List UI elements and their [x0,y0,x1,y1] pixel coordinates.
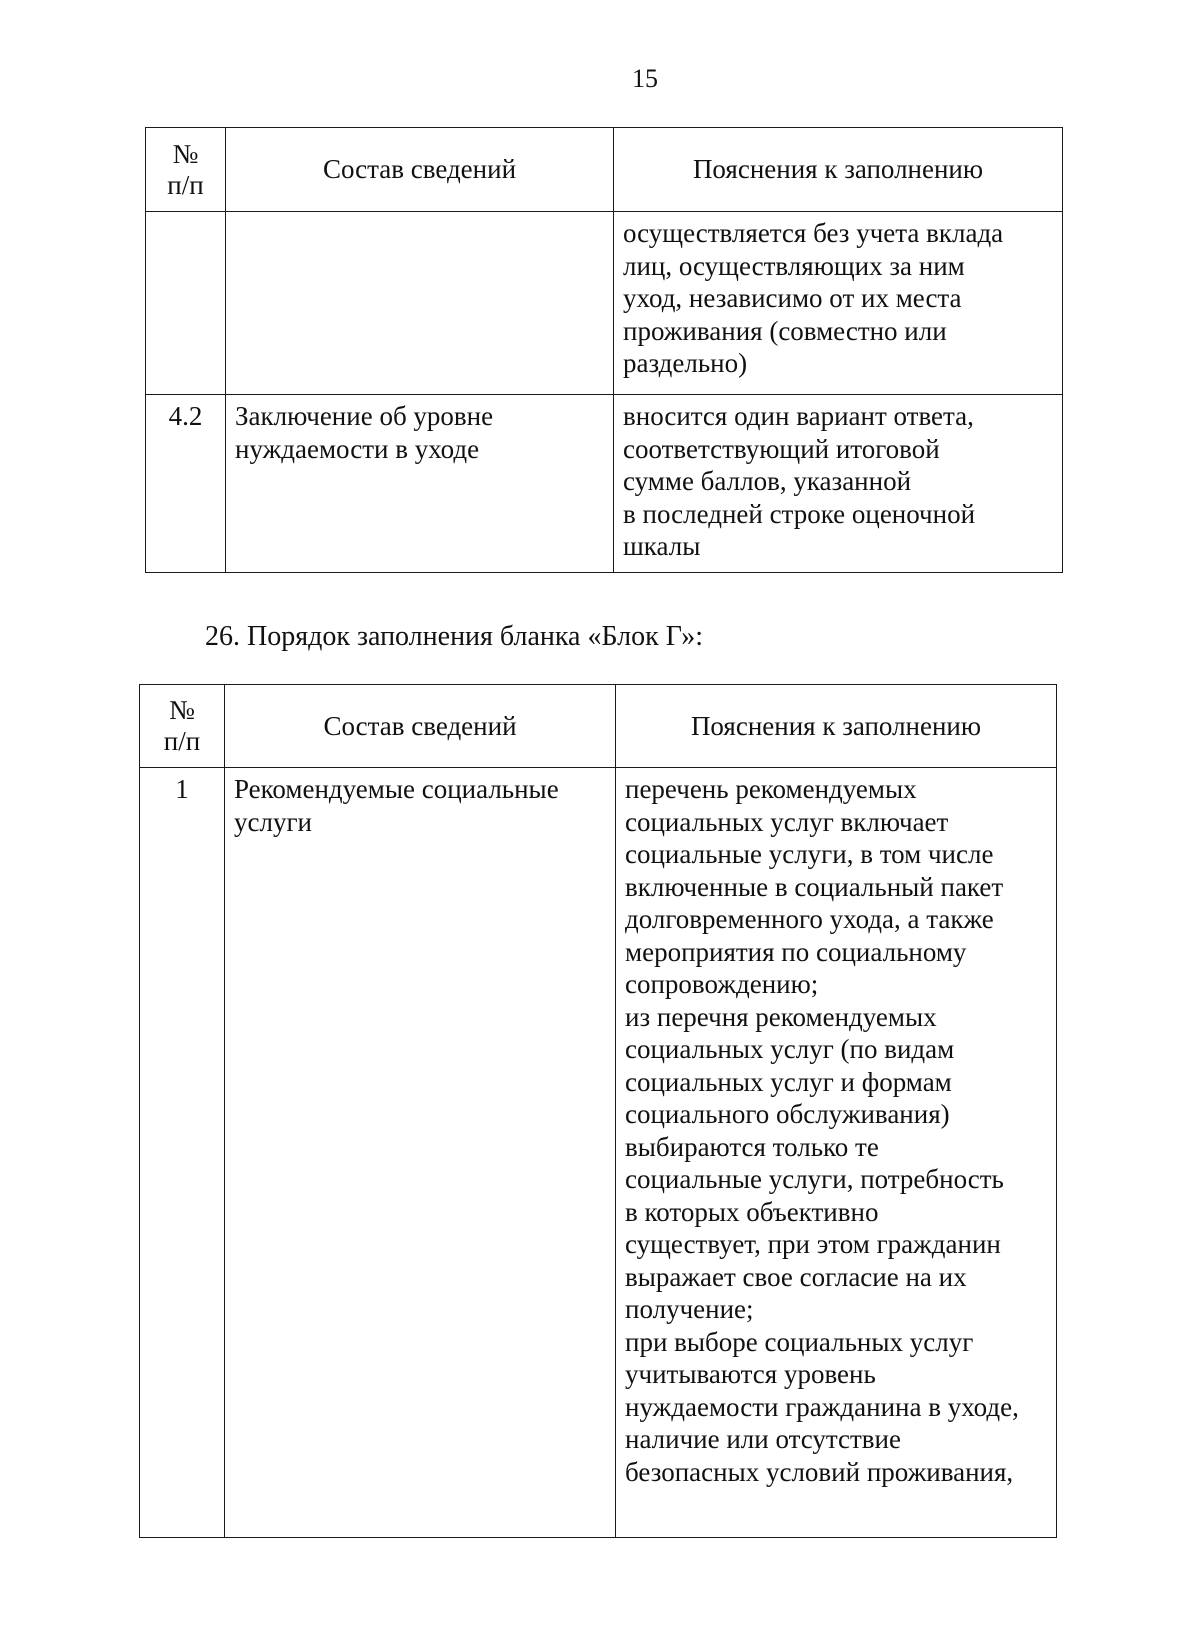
row-num [146,212,226,395]
page-number: 15 [632,64,658,93]
header-num-symbol: № [169,695,195,725]
table-header-row [140,685,1057,768]
row-num-text: 4.2 [168,401,203,431]
row-explanation-text: осуществляется без учета вклада лиц, осуществляющих за ним уход, независимо от их места проживания (совместно или раздельно) [623,218,1004,378]
row-content-text: Рекомендуемые социальные услуги [234,774,559,837]
header-content: Состав сведений [225,685,616,768]
row-content-text: Заключение об уровне нуждаемости в уходе [235,401,494,464]
row-content [226,212,614,395]
table-row [146,212,1063,395]
row-content [225,768,616,1538]
table-row [146,395,1063,573]
table-block-g [139,684,1057,1538]
row-num [146,395,226,573]
row-explanation-text: вносится один вариант ответа, соответствующий итоговой сумме баллов, указанной в последней строке оценочной шкалы [623,401,976,561]
row-num-text: 1 [175,774,189,804]
header-num [140,685,225,768]
row-explanation [614,395,1063,573]
table-continued [145,127,1063,573]
header-explanation: Пояснения к заполнению [616,685,1057,768]
row-content-text [227,213,612,221]
row-num [140,768,225,1538]
header-num-label: п/п [167,169,204,200]
header-content: Состав сведений [226,128,614,212]
row-explanation [614,212,1063,395]
section-heading: 26. Порядок заполнения бланка «Блок Г»: [205,621,704,652]
header-num-label: п/п [163,726,201,756]
header-num-symbol: № [172,138,199,169]
header-explanation: Пояснения к заполнению [614,128,1063,212]
row-explanation-text: перечень рекомендуемых социальных услуг включает социальные услуги, в том числе включенные в социальный пакет долговременного ухода, а также мероприятия по социальному сопровождению; из перечня рекомендуемых социальных услуг (по видам социальных услуг и формам социального обслуживания) выбираются только те социальные услуги, потребность в которых объективно существует, при этом гражданин выражает свое согласие на их получение; при выборе социальных услуг учитываются уровень нуждаемости гражданина в уходе, наличие или отсутствие безопасных условий проживания, [625,774,1019,1487]
table-header-row [146,128,1063,212]
header-num [146,128,226,212]
row-explanation [616,768,1057,1538]
table-row [140,768,1057,1538]
row-content [226,395,614,573]
row-num-text [147,213,224,221]
